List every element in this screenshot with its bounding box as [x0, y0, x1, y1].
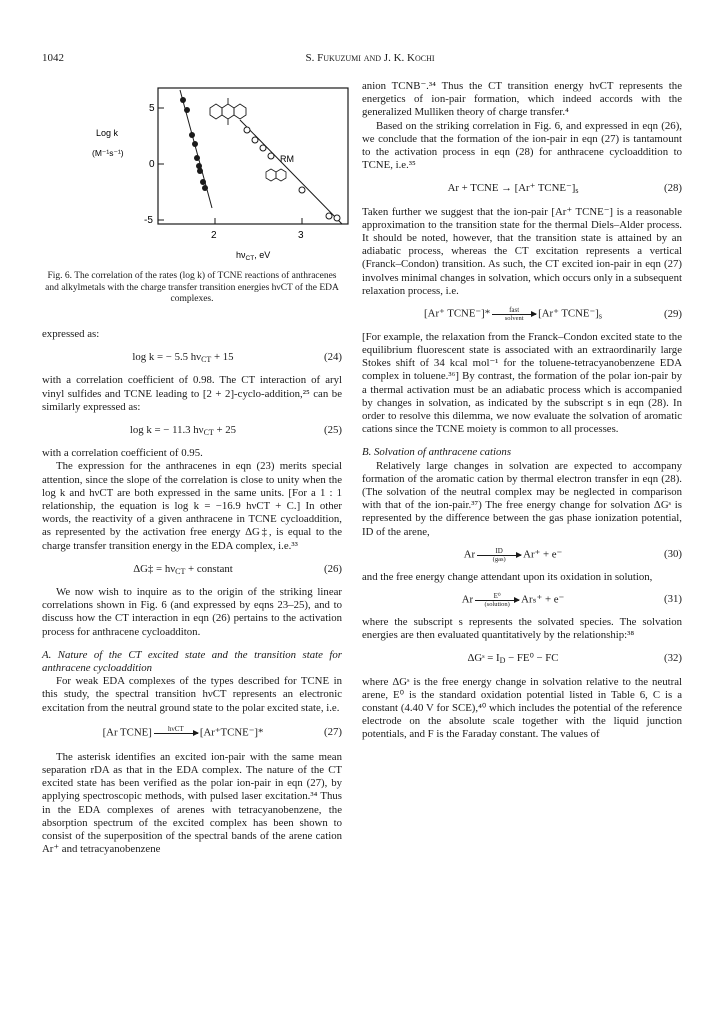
y-axis-label: Log k	[96, 128, 119, 138]
data-point	[196, 163, 202, 169]
data-point	[334, 215, 340, 221]
paragraph: The asterisk identifies an excited ion-pair with the same mean separation rDA as that in the EDA complex. The nature of the CT excited state has been verified as the polar ion-pair in eqn (27), by applying spectroscopic methods, with pulsed laser excitation.³⁴ Thus in the EDA complexes of arenes with tetracyanobenzene, the absorption spectrum of the excited complex has been shown to consist of the superposition of the spectral bands of the arene cation Ar⁺ and tetracyanobenzene	[42, 750, 342, 856]
paragraph: with a correlation coefficient of 0.98. The CT interaction of aryl vinyl sulfides and TCNE leading to [2 + 2]-cyclo-addition,²⁵ can be similarly expressed as:	[42, 374, 342, 413]
data-point	[202, 185, 208, 191]
equation-24: log k = − 5.5 $h\nu_{CT} + 15$ (24)	[132, 351, 342, 365]
x-axis-label: $h\nu_{CT}$, eV	[236, 250, 271, 262]
equation-25: log k = − 11.3 $h\nu_{CT} + 25$ (25)	[129, 424, 342, 438]
data-point	[189, 132, 195, 138]
data-point	[252, 137, 258, 143]
equation-27: [Ar TCNE] hνCT [Ar⁺TCNE⁻]* (27)	[102, 724, 342, 739]
data-point	[326, 213, 332, 219]
equation-31: Ar E⁰ (solution) Arₛ⁺ + e⁻ (31)	[461, 591, 682, 608]
equation-28: Ar + TCNE → [Ar⁺ $TCNE^-]_s$ (28)	[447, 182, 682, 196]
page-number: 1042	[42, 52, 64, 64]
paragraph: For weak EDA complexes of the types described for TCNE in this study, the spectral transition hνCT represents an electronic excitation from the neutral ground state to the polar excited state, i.e.	[42, 675, 342, 714]
data-point	[268, 153, 274, 159]
section-heading-b: B. Solvation of anthracene cations	[362, 446, 512, 459]
ytick-label: 0	[149, 159, 155, 170]
data-point	[184, 107, 190, 113]
data-point	[299, 187, 305, 193]
section-heading-a: A. Nature of the CT excited state and the transition state for anthracene cycloaddition	[42, 648, 342, 675]
equation-29: [Ar⁺ TCNE⁻]* fast solvent [Ar⁺ $TCNE^-]_s$ (29)	[424, 306, 682, 323]
data-point	[197, 168, 203, 174]
xtick-label: 3	[298, 230, 304, 241]
equation-32: ΔGˢ = $I_D - FE^0$ − FC (32)	[467, 652, 682, 666]
paragraph: Taken further we suggest that the ion-pair [Ar⁺ TCNE⁻] is a reasonable approximation to the transition state for the thermal Diels–Alder process. It should be noted, however, that the transition state is attained by an adiabatic process, whereas the CT excitation represents a vertical (Franck–Condon) transition. As such, the CT excited ion-pair in eqn (27) involves minimal changes in solvation, which occurs only in a subsequent relaxation process, i.e.	[362, 205, 682, 297]
paragraph: We now wish to inquire as to the origin of the striking linear correlations shown in Fig. 6 (and expressed by eqns 23–25), and to discuss how the CT interaction in eqn (26) pertains to the activation process for anthracene cycloadditon.	[42, 586, 342, 638]
equation-number: (31)	[664, 593, 682, 606]
equation-number: (25)	[324, 424, 342, 437]
paragraph: and the free energy change attendant upon its oxidation in solution,	[362, 570, 653, 583]
left-column	[42, 328, 342, 857]
equation-number: (28)	[664, 182, 682, 195]
paragraph: expressed as:	[42, 328, 100, 340]
paragraph: [For example, the relaxation from the Franck–Condon excited state to the equilibrium fluorescent state is associated with an extraordinarily large Stokes shift of 34 kcal mol⁻¹ for the toluene-tetracyanobenzene EDA complex in toluene.³⁶] By contrast, the formation of the polar ion-pair by a thermal activation must be an adiabatic process which is accompanied by changes in solvation, as indicated by the subscript s in eqn (28). In order to resolve this dilemma, we now evaluate the solvation of aromatic cations since the TCNE moiety is common to all processes.	[362, 330, 682, 436]
paragraph: where ΔGˢ is the free energy change in solvation relative to the neutral arene, E⁰ is the standard oxidation potential listed in Table 6, C is a constant (4.40 V for SCE),⁴⁰ which includes the potential of the reference electrode on the absolute scale together with the liquid junction potentials, and F is the Faraday constant. The values of	[362, 675, 682, 741]
paragraph: with a correlation coefficient of 0.95.	[42, 447, 203, 460]
equation-number: (24)	[324, 351, 342, 364]
paragraph: where the subscript s represents the solvated species. The solvation energies are then evaluated quantitatively by the relationship:³⁸	[362, 615, 682, 642]
figure-caption: Fig. 6. The correlation of the rates (log k) of TCNE reactions of anthracenes and alkylmetals with the charge transfer transition energies hνCT of the EDA complexes.	[45, 271, 339, 304]
paragraph: The expression for the anthracenes in eqn (23) merits special attention, since the slope of the correlation is close to unity when the log k and hνCT are both expressed in the same units. [For a 1 : 1 relationship, the equation is log k = −16.9 hνCT + C.] In other words, the reactivity of a given anthracene in TCNE cycloaddition, as represented by the activation free energy ΔG‡, is equal to the charge transfer transition energy in the EDA complex, i.e.³³	[42, 460, 342, 552]
xtick-label: 2	[211, 230, 217, 241]
data-point	[200, 179, 206, 185]
ytick-label: -5	[144, 215, 153, 226]
ytick-label: 5	[149, 103, 155, 114]
running-header: S. Fukuzumi and J. K. Kochi	[305, 52, 435, 64]
paragraph: Relatively large changes in solvation are expected to accompany formation of the aromatic cation by thermal electron transfer in eqn (28). (The solvation of the neutral complex may be neglected in comparison with that of the ion-pair.³⁷) The free energy change for solvation ΔGˢ is represented by the difference between the gas phase ionization potential, ID of the arene,	[362, 459, 682, 538]
data-point	[260, 145, 266, 151]
equation-26: ΔG‡ = $h\nu_{CT}$ + constant (26)	[133, 562, 342, 576]
equation-number: (29)	[664, 307, 682, 320]
aromatic-structure-icon	[266, 169, 286, 181]
alkylmetal-regression-line	[240, 120, 342, 224]
paragraph: Based on the striking correlation in Fig. 6, and expressed in eqn (26), we conclude that the formation of the ion-pair in eqn (27) is tantamount to the activation process in eqn (28) for anthracene cycloaddition to TCNE, i.e.³⁵	[362, 119, 682, 172]
data-point	[194, 155, 200, 161]
data-point	[180, 97, 186, 103]
data-point	[244, 127, 250, 133]
data-point	[192, 141, 198, 147]
anthracene-regression-line	[180, 90, 212, 208]
equation-number: (30)	[664, 548, 682, 561]
y-axis-unit: (M⁻¹s⁻¹)	[92, 148, 124, 158]
equation-number: (27)	[324, 726, 342, 739]
equation-number: (26)	[324, 562, 342, 575]
paragraph: anion TCNB⁻.³⁴ Thus the CT transition energy hνCT represents the energetics of ion-pair formation, which indeed accords with the generalized Mulliken theory of charge transfer.⁴	[362, 80, 682, 119]
equation-number: (32)	[664, 652, 682, 665]
right-column	[362, 80, 682, 742]
equation-30: Ar ID (gas) Ar⁺ + e⁻ (30)	[463, 546, 682, 563]
series-label-rm: RM	[280, 154, 294, 164]
